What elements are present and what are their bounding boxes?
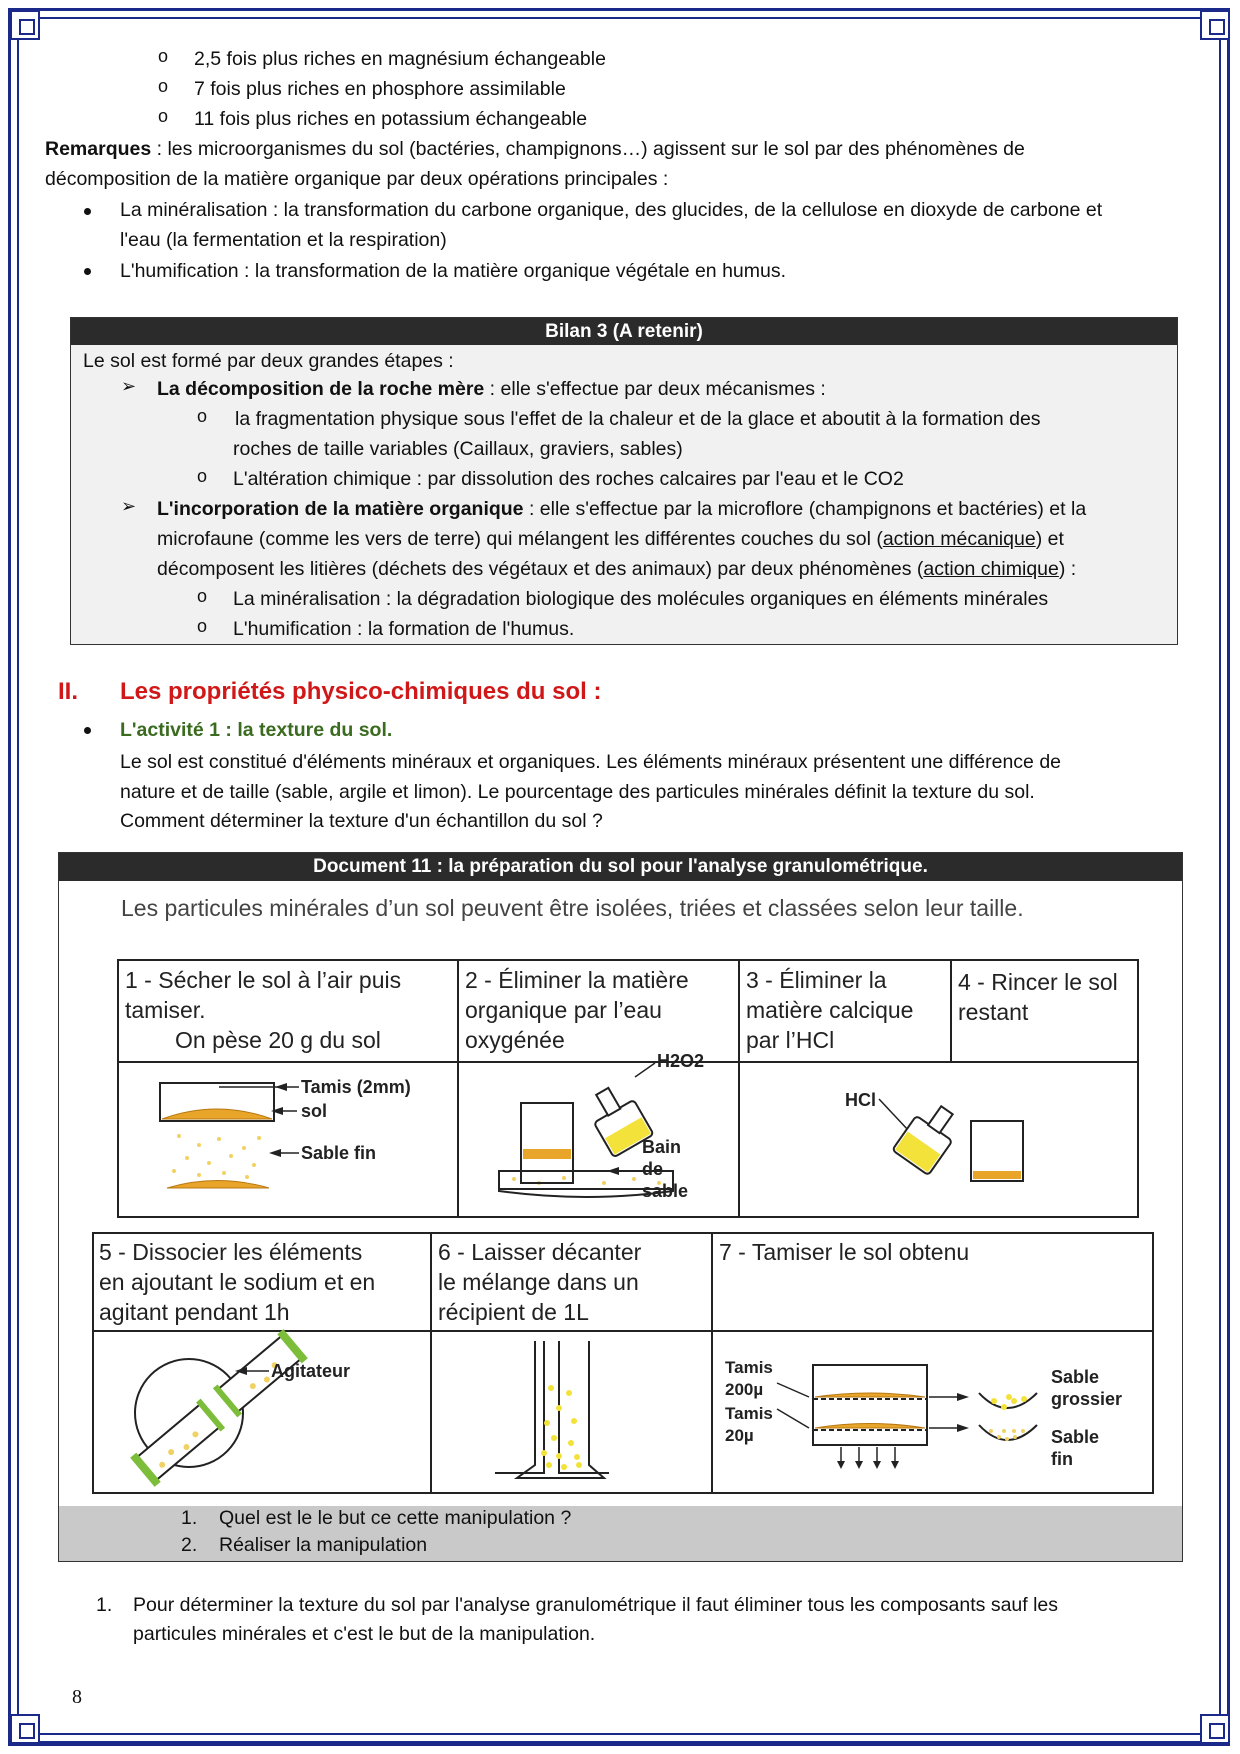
bilan-step-1 — [157, 374, 826, 404]
label-sable-grossier: Sable — [1051, 1367, 1100, 1387]
agitator-illustration — [130, 1329, 350, 1487]
underlined-term: action chimique — [923, 558, 1059, 580]
bullet-text: L'humification : la transformation de la matière organique végétale en humus. — [120, 260, 787, 282]
bilan-step-1-rest: : elle s'effectue par deux mécanismes : — [484, 378, 826, 400]
label-sable: sable — [642, 1181, 689, 1201]
label-tamis-200: Tamis — [725, 1358, 773, 1377]
question-num: 2. — [181, 1534, 198, 1556]
bullet-text: l'eau (la fermentation et la respiration) — [120, 229, 447, 251]
label-sable-fin: Sable fin — [301, 1143, 377, 1163]
step-line: On pèse 20 g du sol — [175, 1027, 381, 1053]
section-paragraph: nature et de taille (sable, argile et limon). Le pourcentage des particules minérales définit la texture du sol. — [120, 781, 1035, 803]
section-title: Les propriétés physico-chimiques du sol : — [120, 678, 602, 705]
label-fin: fin — [1051, 1449, 1073, 1469]
step-4-text — [958, 967, 1134, 1027]
label-de: de — [642, 1159, 664, 1179]
step-line: 7 - Tamiser le sol obtenu — [719, 1239, 970, 1265]
bilan-step-2-bold: L'incorporation de la matière organique — [157, 498, 524, 520]
procedure-figure — [59, 853, 1182, 1561]
text: décomposent les litières (déchets des végétaux et des animaux) par deux phénomènes ( — [157, 558, 924, 580]
label-sol: sol — [301, 1101, 328, 1121]
questions-band — [59, 1506, 1182, 1561]
list-bullet: o — [197, 466, 208, 486]
step-3-text — [746, 965, 946, 1055]
bilan-step-2 — [157, 494, 1086, 524]
hcl-illustration — [845, 1090, 1023, 1181]
bilan-box — [70, 317, 1178, 645]
step-line: matière calcique — [746, 997, 914, 1023]
step-line: récipient de 1L — [438, 1299, 589, 1325]
section-paragraph: Comment déterminer la texture d'un échantillon du sol ? — [120, 810, 603, 832]
step-line: 5 - Dissocier les éléments — [99, 1239, 363, 1265]
underlined-term: action mécanique — [882, 528, 1036, 550]
page-border-band — [8, 1742, 1230, 1746]
label-200-micron: 200µ — [725, 1380, 764, 1399]
label-20-micron: 20µ — [725, 1426, 754, 1445]
step-line: par l’HCl — [746, 1027, 835, 1053]
bilan-step-2-line2 — [157, 524, 1064, 554]
text: microfaune (comme les vers de terre) qui mélangent les différentes couches du sol ( — [157, 528, 883, 550]
list-item: 2,5 fois plus riches en magnésium échangeable — [194, 48, 606, 70]
step-6-text — [438, 1237, 706, 1327]
list-item: 11 fois plus riches en potassium échangeable — [194, 108, 588, 130]
document-title: Document 11 : la préparation du sol pour l'analyse granulométrique. — [59, 853, 1182, 881]
step-line: 3 - Éliminer la — [746, 967, 887, 993]
list-bullet: o — [158, 46, 169, 66]
step-line: oxygénée — [465, 1027, 565, 1053]
bullet — [84, 208, 91, 215]
bilan-sub-1b: roches de taille variables (Caillaux, graviers, sables) — [233, 438, 683, 460]
list-item: 7 fois plus riches en phosphore assimilable — [194, 78, 566, 100]
document-11 — [58, 852, 1183, 1562]
corner-ornament — [10, 10, 40, 40]
bilan-step-1-bold: La décomposition de la roche mère — [157, 378, 485, 400]
corner-ornament — [10, 1714, 40, 1744]
bilan-sub-2: L'altération chimique : par dissolution des roches calcaires par l'eau et le CO2 — [233, 468, 904, 490]
bullet-text: La minéralisation : la transformation du carbone organique, des glucides, de la cellulose en dioxyde de carbone et — [120, 199, 1103, 221]
bilan-intro: Le sol est formé par deux grandes étapes : — [83, 350, 454, 372]
bullet — [84, 268, 91, 275]
list-bullet: o — [158, 76, 169, 96]
question-text: Quel est le le but ce cette manipulation ? — [219, 1507, 572, 1529]
answer-text: Pour déterminer la texture du sol par l'analyse granulométrique il faut éliminer tous les composants sauf les — [133, 1594, 1059, 1616]
list-bullet: o — [197, 406, 208, 426]
step-5-text — [99, 1237, 425, 1327]
document-subtitle: Les particules minérales d’un sol peuvent être isolées, triées et classées selon leur taille. — [121, 895, 1024, 921]
section-paragraph: Le sol est constitué d'éléments minéraux et organiques. Les éléments minéraux présentent une différence de — [120, 751, 1062, 773]
arrow-bullet-icon: ➢ — [121, 496, 137, 516]
arrow-bullet-icon: ➢ — [121, 376, 137, 396]
double-sieve-illustration — [725, 1358, 1122, 1469]
remarques-paragraph — [45, 134, 1025, 164]
bilan-sub-4: L'humification : la formation de l'humus. — [233, 618, 575, 640]
step-line: agitant pendant 1h — [99, 1299, 290, 1325]
step-line: 6 - Laisser décanter — [438, 1239, 642, 1265]
bilan-step-2-rest: : elle s'effectue par la microflore (champignons et bactéries) et la — [523, 498, 1087, 520]
label-agitateur: Agitateur — [271, 1361, 351, 1381]
label-tamis: Tamis (2mm) — [301, 1077, 411, 1097]
answer-text: particules minérales et c'est le but de la manipulation. — [133, 1623, 596, 1645]
section-number: II. — [58, 678, 79, 705]
corner-ornament — [1200, 1714, 1230, 1744]
bilan-sub-1: la fragmentation physique sous l'effet de la chaleur et de la glace et aboutit à la formation des — [235, 408, 1041, 430]
label-h2o2: H2O2 — [657, 1051, 705, 1071]
label-sable: Sable — [1051, 1427, 1100, 1447]
bilan-sub-3: La minéralisation : la dégradation biologique des molécules organiques en éléments minérales — [233, 588, 1049, 610]
text: ) et — [1035, 528, 1064, 550]
step-line: le mélange dans un — [438, 1269, 639, 1295]
step-line: en ajoutant le sodium et en — [99, 1269, 376, 1295]
step-line: 2 - Éliminer la matière — [465, 967, 689, 993]
label-tamis-20: Tamis — [725, 1404, 773, 1423]
step-line: organique par l’eau — [465, 997, 662, 1023]
answer-number: 1. — [96, 1594, 113, 1616]
label-grossier: grossier — [1051, 1389, 1123, 1409]
remarques-text: : les microorganismes du sol (bactéries, champignons…) agissent sur le sol par des phénomènes de — [151, 138, 1025, 160]
bilan-step-2-line3 — [157, 554, 1076, 584]
label-bain: Bain — [642, 1137, 682, 1157]
question-text: Réaliser la manipulation — [219, 1534, 428, 1556]
bullet — [84, 727, 91, 734]
remarques-label: Remarques — [45, 138, 152, 160]
step-line: 4 - Rincer le sol — [958, 969, 1118, 995]
page-number: 8 — [72, 1686, 82, 1708]
list-bullet: o — [197, 616, 208, 636]
h2o2-illustration — [499, 1051, 704, 1201]
cylinder-illustration — [495, 1341, 609, 1478]
bilan-title: Bilan 3 (A retenir) — [71, 318, 1177, 345]
sieve-illustration — [160, 1077, 411, 1188]
step-2-text — [465, 965, 733, 1055]
step-1-text — [125, 965, 453, 1055]
label-hcl: HCl — [845, 1090, 876, 1110]
list-bullet: o — [197, 586, 208, 606]
remarques-text-2: décomposition de la matière organique par deux opérations principales : — [45, 168, 669, 190]
text: ) : — [1058, 558, 1077, 580]
activity-title: L'activité 1 : la texture du sol. — [120, 719, 393, 741]
step-line: restant — [958, 999, 1029, 1025]
step-line: 1 - Sécher le sol à l’air puis — [125, 967, 402, 993]
list-bullet: o — [158, 106, 169, 126]
corner-ornament — [1200, 10, 1230, 40]
step-7-text — [719, 1237, 1139, 1267]
question-num: 1. — [181, 1507, 198, 1529]
step-line: tamiser. — [125, 997, 206, 1023]
